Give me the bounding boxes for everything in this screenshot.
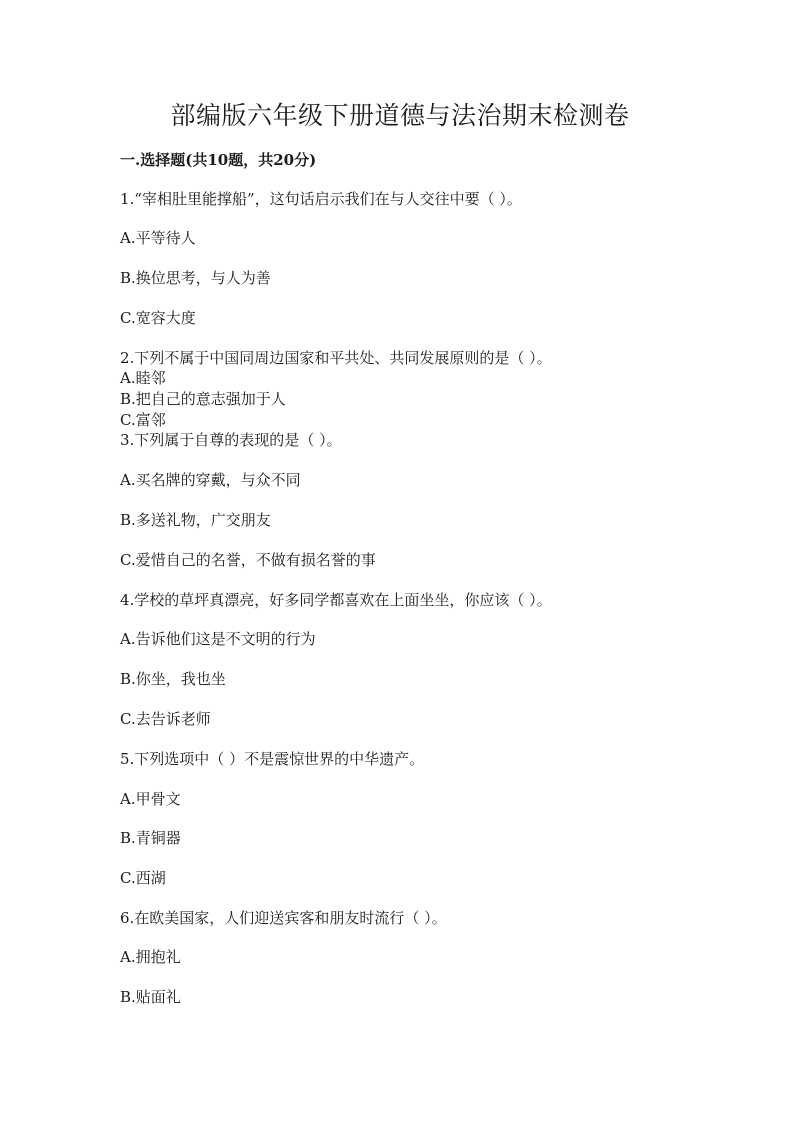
option-a: A.告诉他们这是不文明的行为 (120, 630, 316, 648)
option-b: B.贴面礼 (120, 988, 181, 1006)
question-stem: 3.下列属于自尊的表现的是（ ）。 (120, 431, 342, 449)
option-c: C.宽容大度 (120, 309, 196, 327)
option-c: C.去告诉老师 (120, 710, 211, 728)
option-b: B.换位思考，与人为善 (120, 269, 271, 287)
option-a: A.睦邻 (120, 369, 166, 387)
question-stem: 1.“宰相肚里能撑船”，这句话启示我们在与人交往中要（ ）。 (120, 190, 522, 208)
question-stem: 6.在欧美国家，人们迎送宾客和朋友时流行（ ）。 (120, 909, 447, 927)
option-b: B.把自己的意志强加于人 (120, 390, 286, 408)
question-stem: 4.学校的草坪真漂亮，好多同学都喜欢在上面坐坐，你应该（ ）。 (120, 591, 552, 609)
option-a: A.平等待人 (120, 229, 196, 247)
option-a: A.甲骨文 (120, 790, 181, 808)
option-a: A.拥抱礼 (120, 948, 181, 966)
section-heading: 一.选择题(共10题，共20分) (120, 151, 317, 169)
option-b: B.你坐，我也坐 (120, 670, 226, 688)
option-c: C.西湖 (120, 869, 166, 887)
option-b: B.多送礼物，广交朋友 (120, 511, 271, 529)
page-title: 部编版六年级下册道德与法治期末检测卷 (170, 101, 630, 130)
option-a: A.买名牌的穿戴，与众不同 (120, 471, 301, 489)
question-stem: 2.下列不属于中国同周边国家和平共处、共同发展原则的是（ ）。 (120, 349, 552, 367)
option-b: B.青铜器 (120, 829, 181, 847)
option-c: C.爱惜自己的名誉，不做有损名誉的事 (120, 551, 376, 569)
option-c: C.富邻 (120, 411, 166, 429)
question-stem: 5.下列选项中（ ）不是震惊世界的中华遗产。 (120, 750, 425, 768)
